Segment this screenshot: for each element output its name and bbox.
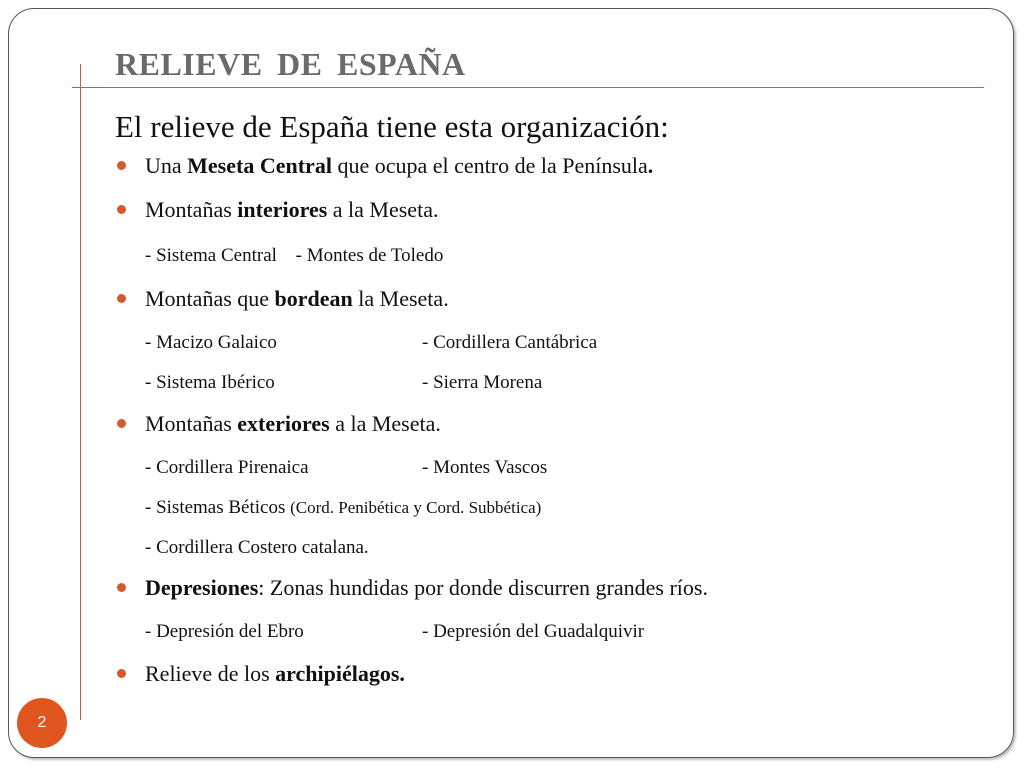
bullet-depresiones: [115, 574, 995, 602]
bullet-text-post: : Zonas hundidas por donde discurren grandes ríos.: [258, 575, 708, 600]
sub-line-interiores: [115, 244, 995, 268]
bullet-text-post: la Meseta.: [352, 286, 449, 311]
bullet-text-post: que ocupa el centro de la Península: [331, 153, 648, 178]
bullet-exteriores: [115, 410, 995, 438]
sub-item: - Depresión del Ebro: [145, 621, 304, 642]
bullet-text-end: .: [647, 153, 654, 178]
sub-item: - Montes Vascos: [422, 457, 548, 478]
bullet-dot-icon: [117, 669, 126, 678]
bullet-text-bold: bordean: [274, 286, 353, 311]
sub-item: - Sistema Ibérico: [145, 372, 275, 393]
sub-line-exteriores-1: [115, 456, 995, 480]
sub-item: - Cordillera Pirenaica: [145, 457, 309, 478]
title-underline: [72, 87, 984, 88]
bullet-dot-icon: [117, 419, 126, 428]
slide-title: RELIEVE DE ESPAÑA: [115, 46, 466, 82]
page-number-badge: 2: [17, 698, 67, 748]
sub-item: - Sistema Central: [145, 245, 277, 266]
bullet-dot-icon: [117, 294, 126, 303]
intro-text: El relieve de España tiene esta organización:: [115, 109, 669, 144]
bullet-text-pre: Montañas que: [145, 286, 275, 311]
sub-item: - Sistemas Béticos: [145, 497, 291, 518]
sub-item: - Macizo Galaico: [145, 332, 277, 353]
sub-item: - Cordillera Costero catalana.: [145, 537, 369, 558]
sub-line-bordean-1: [115, 331, 995, 355]
sub-item: - Montes de Toledo: [295, 245, 444, 266]
bullet-text-pre: Relieve de los: [145, 661, 276, 686]
bullet-dot-icon: [117, 205, 126, 214]
sub-item: - Cordillera Cantábrica: [422, 332, 598, 353]
bullet-text-post: a la Meseta.: [329, 411, 441, 436]
slide-content: [115, 104, 995, 688]
bullet-text-pre: Una: [145, 153, 188, 178]
sub-line-exteriores-2: [115, 496, 995, 520]
bullet-text-pre: Montañas: [145, 411, 238, 436]
bullet-archipielagos: [115, 660, 995, 688]
bullet-text-bold: archipiélagos.: [275, 661, 405, 686]
bullet-meseta-central: [115, 152, 995, 180]
sub-item-note: (Cord. Penibética y Cord. Subbética): [290, 498, 542, 517]
bullet-text-post: a la Meseta.: [327, 197, 439, 222]
sub-line-depresiones: [115, 620, 995, 644]
bullet-text-bold: Depresiones: [145, 575, 259, 600]
bullet-interiores: [115, 196, 995, 224]
bullet-text-bold: Meseta Central: [187, 153, 332, 178]
left-accent-line: [80, 64, 81, 720]
sub-item: - Sierra Morena: [422, 372, 543, 393]
bullet-text-pre: Montañas: [145, 197, 238, 222]
bullet-text-bold: exteriores: [237, 411, 330, 436]
bullet-bordean: [115, 285, 995, 313]
bullet-dot-icon: [117, 161, 126, 170]
bullet-dot-icon: [117, 583, 126, 592]
sub-line-exteriores-3: [115, 536, 995, 560]
bullet-text-bold: interiores: [237, 197, 328, 222]
sub-item: - Depresión del Guadalquivir: [422, 621, 645, 642]
sub-line-bordean-2: [115, 371, 995, 395]
